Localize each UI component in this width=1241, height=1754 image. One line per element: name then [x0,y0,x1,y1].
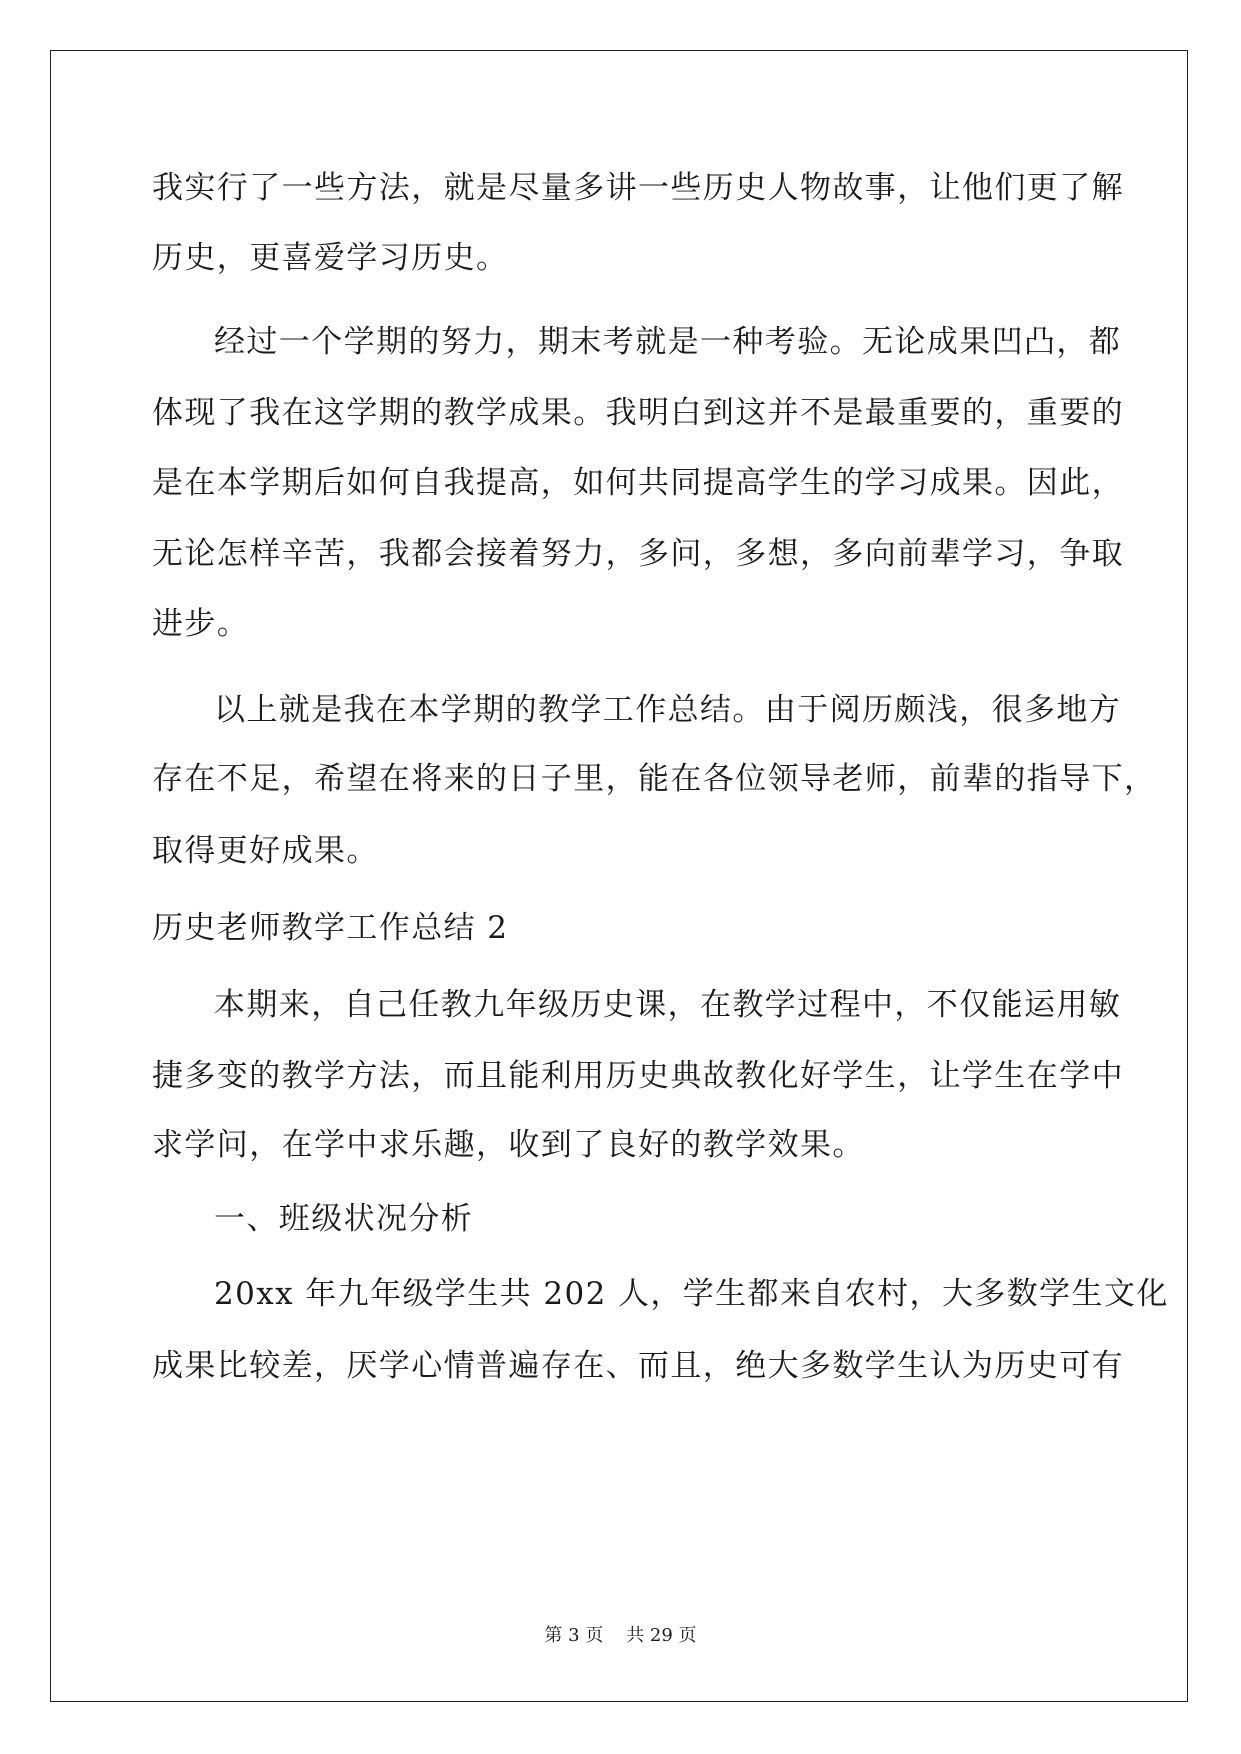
paragraph-line: 是在本学期后如何自我提高，如何共同提高学生的学习成果。因此， [152,465,1124,501]
paragraph-line: 本期来，自己任教九年级历史课，在教学过程中，不仅能运用敏 [214,987,1122,1023]
paragraph-line: 经过一个学期的努力，期末考就是一种考验。无论成果凹凸，都 [214,324,1122,360]
section-heading: 历史老师教学工作总结 2 [152,910,509,946]
paragraph-line: 体现了我在这学期的教学成果。我明白到这并不是最重要的，重要的 [152,395,1124,431]
paragraph-line: 成果比较差，厌学心情普遍存在、而且，绝大多数学生认为历史可有 [152,1348,1124,1384]
paragraph-line: 捷多变的教学方法，而且能利用历史典故教化好学生，让学生在学中 [152,1058,1124,1094]
paragraph-line: 20xx 年九年级学生共 202 人，学生都来自农村，大多数学生文化 [214,1276,1169,1312]
paragraph-line: 进步。 [152,606,250,642]
page-number-footer: 第 3 页 共 29 页 [544,1625,697,1646]
paragraph-line: 历史，更喜爱学习历史。 [152,240,509,276]
paragraph-line: 取得更好成果。 [152,833,379,869]
subsection-title: 一、班级状况分析 [214,1201,474,1237]
paragraph-line: 存在不足，希望在将来的日子里，能在各位领导老师，前辈的指导下， [152,761,1157,797]
page-border [50,50,1188,1702]
paragraph-line: 我实行了一些方法，就是尽量多讲一些历史人物故事，让他们更了解 [152,170,1124,206]
paragraph-line: 求学问，在学中求乐趣，收到了良好的教学效果。 [152,1127,865,1163]
paragraph-line: 以上就是我在本学期的教学工作总结。由于阅历颇浅，很多地方 [214,692,1122,728]
paragraph-line: 无论怎样辛苦，我都会接着努力，多问，多想，多向前辈学习，争取 [152,536,1124,572]
